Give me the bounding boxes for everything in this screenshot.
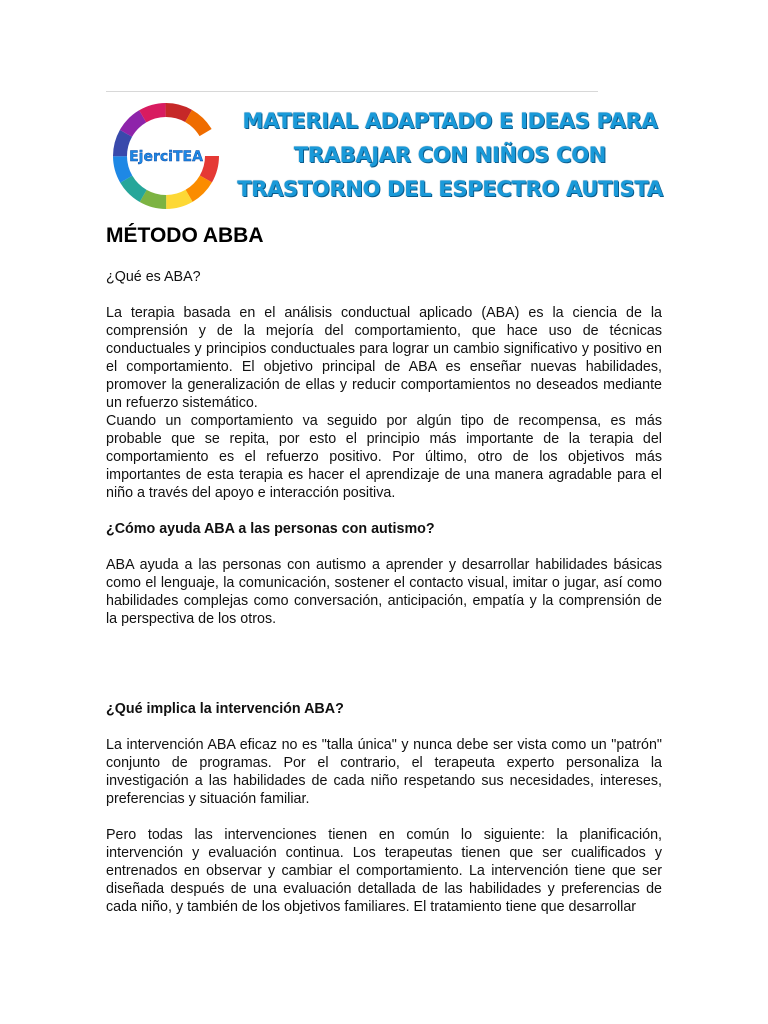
banner-line-3: TRASTORNO DEL ESPECTRO AUTISTA: [237, 177, 663, 201]
paragraph-intervention: La intervención ABA eficaz no es "talla única" y nunca debe ser vista como un "patrón" conjunto de programas. Por el contrario, el terapeuta experto personaliza la investigación a las habilidades de cada niño respetando sus necesidades, intereses, preferencias y situación familiar.: [106, 737, 662, 807]
heading-intervention: ¿Qué implica la intervención ABA?: [106, 701, 344, 717]
paragraph-common-elements: Pero todas las intervenciones tienen en común lo siguiente: la planificación, intervención y evaluación continua. Los terapeutas tienen que ser cualificados y entrenados en observar y cambiar el comportamiento. La intervención tiene que ser diseñada después de una evaluación detallada de las habilidades y preferencias de cada niño, y también de los objetivos familiares. El tratamiento tiene que desarrollar: [106, 827, 662, 915]
question-what-is-aba: ¿Qué es ABA?: [106, 269, 201, 285]
paragraph-reinforcement: Cuando un comportamiento va seguido por algún tipo de recompensa, es más probable que se repita, por esto el principio más importante de la terapia del comportamiento es el refuerzo positivo. Por último, otro de los objetivos más importantes de esta terapia es hacer el aprendizaje de una manera agradable para el niño a través del apoyo e interacción positiva.: [106, 413, 662, 501]
document-title: MÉTODO ABBA: [106, 224, 264, 247]
header-banner: [230, 104, 670, 206]
document-body: [106, 268, 662, 916]
ejercitea-logo: [106, 103, 226, 209]
heading-how-aba-helps: ¿Cómo ayuda ABA a las personas con autismo?: [106, 521, 435, 537]
paragraph-definition: La terapia basada en el análisis conductual aplicado (ABA) es la ciencia de la comprensión y de la mejoría del comportamiento, que hace uso de técnicas conductuales y principios conductuales para lograr un cambio significativo y positivo en el comportamiento. El objetivo principal de ABA es enseñar nuevas habilidades, promover la generalización de ellas y reducir comportamientos no deseados mediante un refuerzo sistemático.: [106, 305, 662, 411]
paragraph-aba-helps: ABA ayuda a las personas con autismo a aprender y desarrollar habilidades básicas como el lenguaje, la comunicación, sostener el contacto visual, imitar o jugar, así como habilidades complejas como conversación, anticipación, empatía y la comprensión de la perspectiva de los otros.: [106, 557, 662, 627]
logo-text: EjerciTEA: [129, 149, 203, 165]
banner-line-1: MATERIAL ADAPTADO E IDEAS PARA: [242, 109, 658, 133]
banner-line-2: TRABAJAR CON NIÑOS CON: [293, 143, 607, 167]
header-divider: [106, 91, 598, 92]
